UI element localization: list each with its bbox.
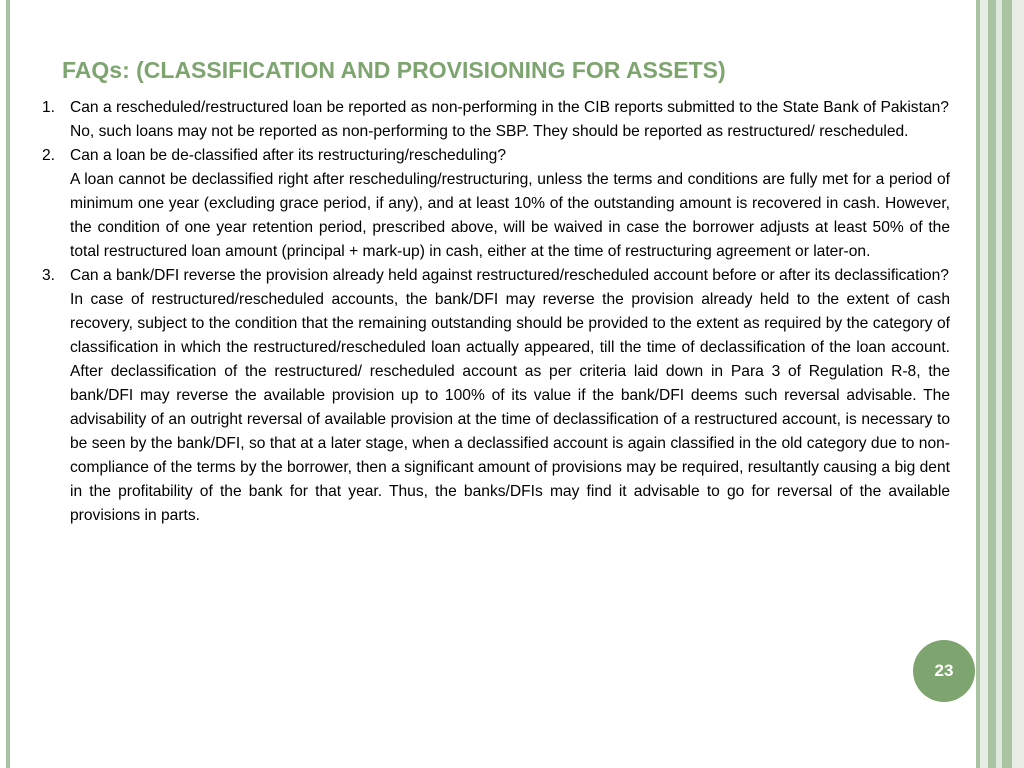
faq-question: Can a rescheduled/restructured loan be reported as non-performing in the CIB reports submitted to the State Bank of Pakistan? [70,99,949,116]
faq-answer: A loan cannot be declassified right after rescheduling/restructuring, unless the terms and conditions are fully met for a period of minimum one year (excluding grace period, if any), and at least 10% of the outstanding amount is recovered in cash. However, the condition of one year retention period, prescribed above, will be waived in case the borrower adjusts at least 50% of the total restructured loan amount (principal + mark-up) in cash, either at the time of restructuring agreement or later-on. [70,171,950,260]
faq-answer: In case of restructured/rescheduled accounts, the bank/DFI may reverse the provision already held to the extent of cash recovery, subject to the condition that the remaining outstanding should be provided to the extent as required by the category of classification in which the restructured/rescheduled loan actually appeared, till the time of declassification of the loan account. After declassification of the restructured/ rescheduled account as per criteria laid down in Para 3 of Regulation R-8, the bank/DFI may reverse the available provision up to 100% of its value if the bank/DFI deems such reversal advisable. The advisability of an outright reversal of available provision at the time of declassification of a restructured account, is necessary to be seen by the bank/DFI, so that at a later stage, when a declassified account is again classified in the old category due to non-compliance of the terms by the borrower, then a significant amount of provisions may be required, resultantly causing a big dent in the profitability of the bank for that year. Thus, the banks/DFIs may find it advisable to go for reversal of the available provisions in parts. [70,291,950,524]
page-number-badge: 23 [913,640,975,702]
right-decor-stripe [1012,0,1024,768]
slide-title: FAQs: (CLASSIFICATION AND PROVISIONING FOR ASSETS) [62,57,726,84]
faq-list [40,96,950,528]
faq-number: 3. [42,267,56,284]
faq-item-3 [40,264,950,528]
faq-number: 2. [42,147,56,164]
faq-question: Can a bank/DFI reverse the provision already held against restructured/rescheduled account before or after its declassification? [70,267,949,284]
faq-number: 1. [42,99,56,116]
faq-item-1 [40,96,950,144]
faq-question: Can a loan be de-classified after its restructuring/rescheduling? [70,147,506,164]
right-decor-stripe [1002,0,1012,768]
faq-answer: No, such loans may not be reported as non-performing to the SBP. They should be reported as restructured/ rescheduled. [70,123,909,140]
right-decor-stripe [980,0,988,768]
left-border-line [6,0,10,768]
faq-item-2 [40,144,950,264]
right-decor-stripe [988,0,996,768]
